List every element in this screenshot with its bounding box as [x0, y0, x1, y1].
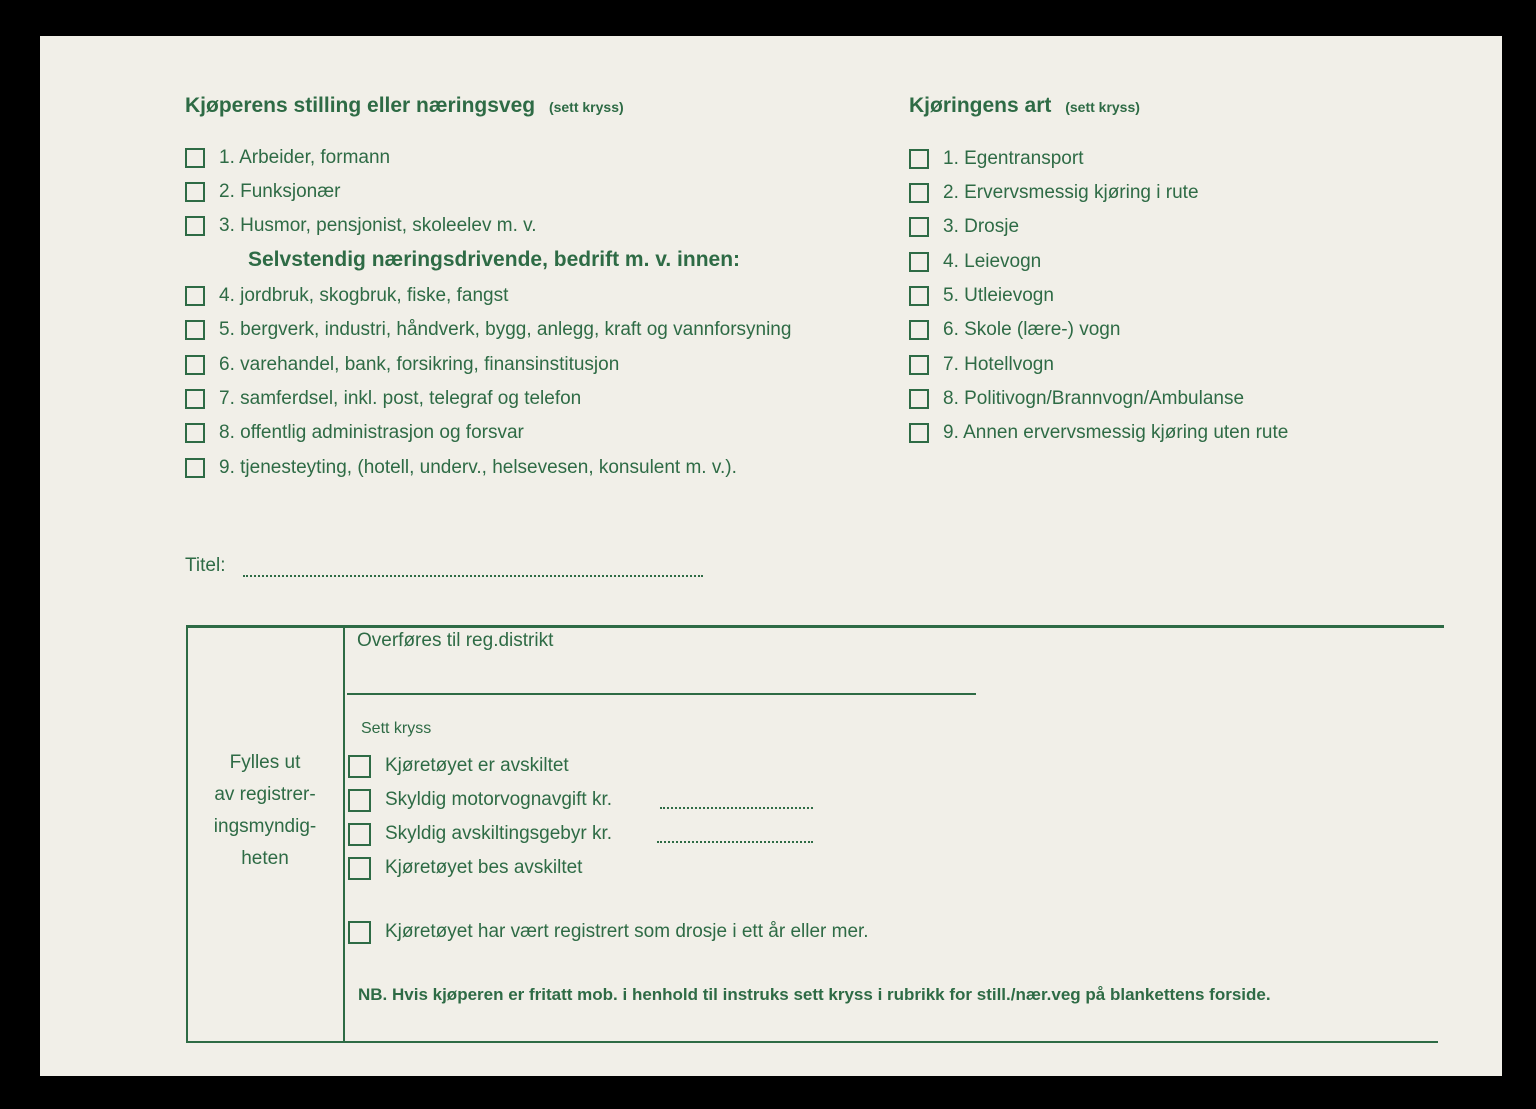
driving-type-heading	[909, 94, 1140, 118]
checkbox[interactable]	[909, 183, 929, 203]
vehicle-deregistered[interactable]	[348, 753, 569, 779]
authority-label-line: ingsmyndig-	[213, 816, 317, 837]
item-label: 4. Leievogn	[943, 251, 1042, 272]
transfer-district-label: Overføres til reg.distrikt	[357, 630, 554, 651]
box-top-border	[186, 625, 1444, 628]
vehicle-fee-amount[interactable]	[660, 807, 813, 809]
checkbox[interactable]	[909, 320, 929, 340]
transfer-district-field[interactable]	[347, 693, 976, 695]
driving-item-9[interactable]	[909, 420, 1288, 446]
item-label: 6. varehandel, bank, forsikring, finansinstitusjon	[219, 354, 620, 375]
checkbox[interactable]	[348, 823, 371, 846]
authority-label-line: av registrer-	[214, 784, 316, 805]
buyer-occupation-title: Kjøperens stilling eller næringsveg	[185, 94, 536, 117]
item-label: 6. Skole (lære-) vogn	[943, 319, 1121, 340]
checkbox[interactable]	[185, 148, 205, 168]
item-label: 9. tjenesteyting, (hotell, underv., helsevesen, konsulent m. v.).	[219, 457, 737, 478]
checkbox[interactable]	[185, 458, 205, 478]
checkbox[interactable]	[909, 149, 929, 169]
item-label: 1. Arbeider, formann	[219, 147, 391, 168]
occupation-item-2[interactable]	[185, 179, 340, 205]
box-divider	[343, 625, 345, 1043]
checkbox[interactable]	[909, 389, 929, 409]
item-label: 5. bergverk, industri, håndverk, bygg, anlegg, kraft og vannforsyning	[219, 319, 792, 340]
titel-label: Titel:	[185, 555, 226, 576]
checkbox[interactable]	[185, 320, 205, 340]
item-label: 9. Annen ervervsmessig kjøring uten rute	[943, 422, 1289, 443]
item-label: 3. Husmor, pensjonist, skoleelev m. v.	[219, 215, 537, 236]
occupation-item-8[interactable]	[185, 420, 524, 446]
buyer-occupation-note: (sett kryss)	[548, 99, 624, 115]
item-label: 1. Egentransport	[943, 148, 1084, 169]
item-label: Skyldig avskiltingsgebyr kr.	[385, 823, 613, 844]
authority-label	[190, 747, 340, 875]
box-left-border	[186, 625, 188, 1043]
driving-item-1[interactable]	[909, 146, 1083, 172]
item-label: Kjøretøyet er avskiltet	[385, 755, 569, 776]
item-label: 3. Drosje	[943, 216, 1020, 237]
buyer-occupation-heading	[185, 94, 624, 118]
driving-item-5[interactable]	[909, 283, 1054, 309]
registered-as-taxi[interactable]	[348, 919, 869, 945]
driving-item-6[interactable]	[909, 317, 1120, 343]
driving-type-note: (sett kryss)	[1065, 99, 1140, 115]
checkbox[interactable]	[909, 252, 929, 272]
item-label: 8. Politivogn/Brannvogn/Ambulanse	[943, 388, 1245, 409]
owed-deregistration-fee[interactable]	[348, 821, 612, 847]
checkbox[interactable]	[348, 857, 371, 880]
driving-item-4[interactable]	[909, 249, 1041, 275]
occupation-item-9[interactable]	[185, 455, 737, 481]
checkbox[interactable]	[185, 389, 205, 409]
item-label: Skyldig motorvognavgift kr.	[385, 789, 613, 810]
self-employed-subheading: Selvstendig næringsdrivende, bedrift m. v. innen:	[248, 248, 741, 271]
sett-kryss-label: Sett kryss	[361, 720, 432, 737]
occupation-item-7[interactable]	[185, 386, 581, 412]
checkbox[interactable]	[185, 355, 205, 375]
owed-vehicle-fee[interactable]	[348, 787, 612, 813]
nb-note: NB. Hvis kjøperen er fritatt mob. i henhold til instruks sett kryss i rubrikk for still./nær.veg på blankettens forside.	[358, 985, 1271, 1004]
item-label: 5. Utleievogn	[943, 285, 1054, 306]
occupation-item-4[interactable]	[185, 283, 508, 309]
authority-label-line: heten	[241, 848, 289, 869]
item-label: 8. offentlig administrasjon og forsvar	[219, 422, 524, 443]
checkbox[interactable]	[909, 286, 929, 306]
item-label: 4. jordbruk, skogbruk, fiske, fangst	[219, 285, 509, 306]
authority-label-line: Fylles ut	[229, 752, 301, 773]
occupation-item-1[interactable]	[185, 145, 390, 171]
checkbox[interactable]	[348, 921, 371, 944]
driving-item-2[interactable]	[909, 180, 1199, 206]
item-label: 7. samferdsel, inkl. post, telegraf og telefon	[219, 388, 582, 409]
checkbox[interactable]	[909, 217, 929, 237]
item-label: Kjøretøyet bes avskiltet	[385, 857, 583, 878]
checkbox[interactable]	[909, 423, 929, 443]
checkbox[interactable]	[185, 182, 205, 202]
checkbox[interactable]	[185, 286, 205, 306]
box-bottom-border	[186, 1041, 1438, 1043]
item-label: 2. Ervervsmessig kjøring i rute	[943, 182, 1199, 203]
driving-item-8[interactable]	[909, 386, 1244, 412]
driving-type-title: Kjøringens art	[909, 94, 1052, 117]
driving-item-3[interactable]	[909, 214, 1019, 240]
item-label: 2. Funksjonær	[219, 181, 341, 202]
titel-field[interactable]	[243, 575, 703, 577]
driving-item-7[interactable]	[909, 352, 1054, 378]
item-label: 7. Hotellvogn	[943, 354, 1054, 375]
checkbox[interactable]	[185, 216, 205, 236]
checkbox[interactable]	[909, 355, 929, 375]
occupation-item-5[interactable]	[185, 317, 791, 343]
vehicle-to-deregister[interactable]	[348, 855, 582, 881]
occupation-item-3[interactable]	[185, 213, 537, 239]
deregistration-fee-amount[interactable]	[657, 841, 813, 843]
checkbox[interactable]	[185, 423, 205, 443]
item-label: Kjøretøyet har vært registrert som drosje i ett år eller mer.	[385, 921, 869, 942]
checkbox[interactable]	[348, 789, 371, 812]
checkbox[interactable]	[348, 755, 371, 778]
occupation-item-6[interactable]	[185, 352, 619, 378]
